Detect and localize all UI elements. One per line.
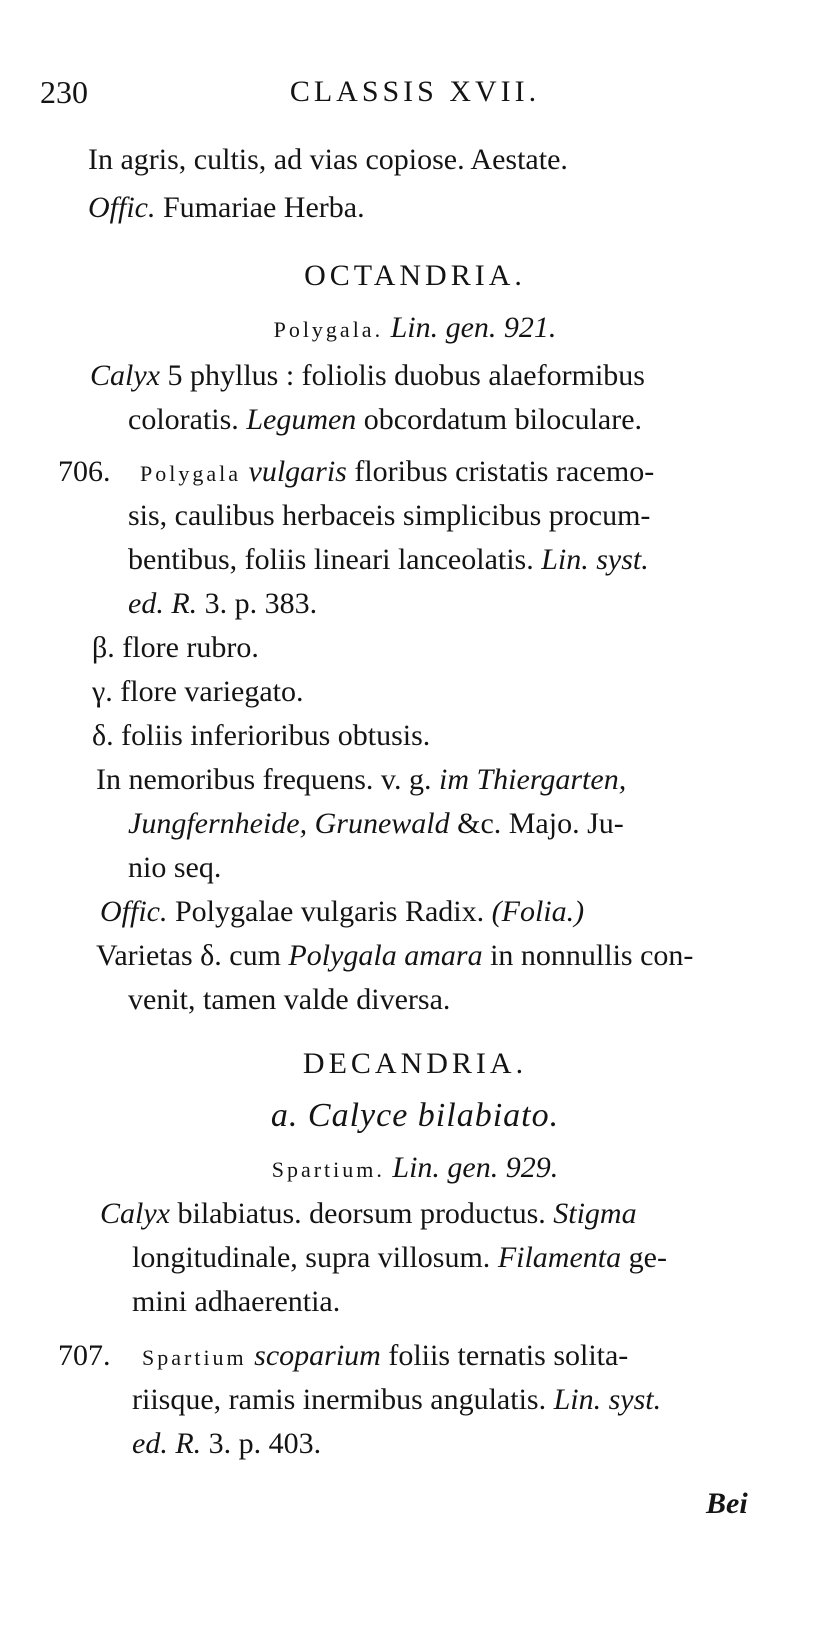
habitat-line-3: nio seq.: [128, 851, 222, 884]
habitat-line-1: In nemoribus frequens. v. g. im Thiergarten,: [96, 763, 627, 796]
legumen-label: Legumen: [246, 403, 357, 436]
offic-line-fumaria: [88, 188, 365, 228]
running-title: CLASSIS XVII.: [289, 75, 541, 108]
genus-character-line-1: Calyx 5 phyllus : foliolis duobus alaeformibus: [90, 359, 645, 392]
genus-line-spartium: Spartium. Lin. gen. 929.: [271, 1151, 559, 1184]
species-number-707: 707.: [58, 1339, 111, 1372]
spartium-character-line-2: longitudinale, supra villosum. Filamenta ge-: [132, 1241, 667, 1274]
genus-ref: Lin. gen. 921.: [390, 311, 557, 344]
habitat-line-fumaria: In agris, cultis, ad vias copiose. Aestate.: [88, 143, 568, 176]
spartium-character-line-3: mini adhaerentia.: [132, 1285, 341, 1318]
section-heading-decandria: DECANDRIA.: [302, 1047, 528, 1080]
offic-abbr: Offic.: [88, 191, 156, 224]
varietas-line-1: Varietas δ. cum Polygala amara in nonnullis con-: [96, 939, 694, 972]
species-707-line-3: ed. R. 3. p. 403.: [132, 1427, 322, 1460]
species-707-line-1: Spartium scoparium foliis ternatis solita-: [142, 1339, 629, 1372]
section-heading-octandria: OCTANDRIA.: [304, 259, 526, 292]
genus-name: Polygala.: [273, 317, 384, 342]
species-number-706: 706.: [58, 455, 111, 488]
genus-character-line-2: coloratis. Legumen obcordatum biloculare.: [128, 403, 643, 436]
offic-line-polygala: Offic. Polygalae vulgaris Radix. (Folia.): [100, 895, 585, 928]
variety-gamma: γ. flore variegato.: [92, 675, 304, 708]
genus-line-polygala: [0, 308, 830, 350]
page-number: 230: [40, 74, 88, 110]
species-706-line-4: ed. R. 3. p. 383.: [128, 587, 318, 620]
variety-beta: β. flore rubro.: [92, 631, 259, 664]
subsection-heading: a. Calyce bilabiato.: [270, 1097, 560, 1134]
catchword: Bei: [706, 1487, 748, 1520]
varietas-line-2: venit, tamen valde diversa.: [128, 983, 451, 1016]
variety-delta: δ. foliis inferioribus obtusis.: [92, 719, 431, 752]
species-707-line-2: riisque, ramis inermibus angulatis. Lin. syst.: [132, 1383, 662, 1416]
habitat-line-2: Jungfernheide, Grunewald &c. Majo. Ju-: [128, 807, 624, 840]
spartium-character-line-1: Calyx bilabiatus. deorsum productus. Stigma: [100, 1197, 637, 1230]
species-706-line-1: Polygala vulgaris floribus cristatis racemo-: [140, 455, 655, 488]
species-706-line-2: sis, caulibus herbaceis simplicibus procum-: [128, 499, 651, 532]
offic-text: Fumariae Herba.: [163, 191, 365, 224]
calyx-label: Calyx: [90, 359, 160, 392]
species-706-line-3: bentibus, foliis lineari lanceolatis. Lin. syst.: [128, 543, 649, 576]
